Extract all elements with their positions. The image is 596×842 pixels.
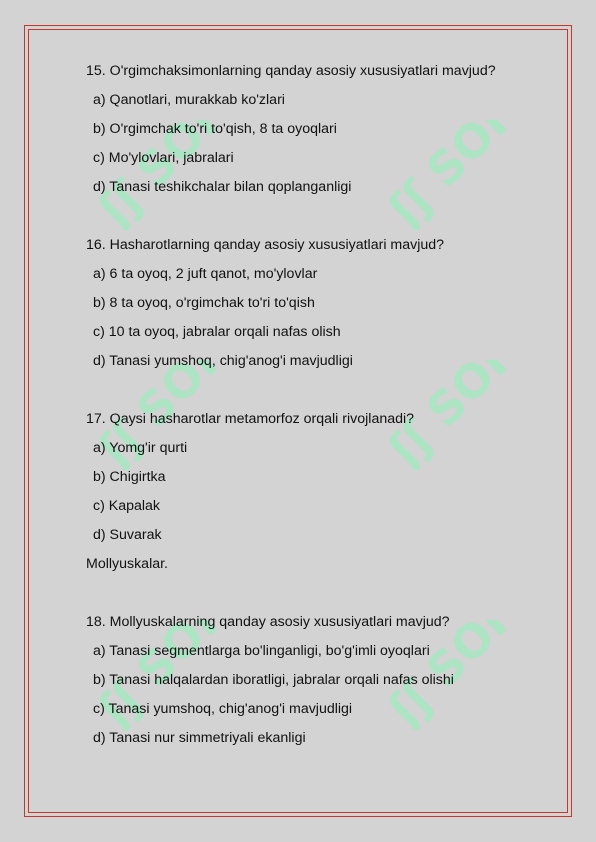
- section-heading: Mollyuskalar.: [86, 556, 169, 572]
- svg-text:ʃʃ SOFF: ʃʃ SOFF: [377, 120, 520, 230]
- option-17-b: b) Chigirtka: [93, 469, 166, 485]
- option-16-a: a) 6 ta oyoq, 2 juft qanot, mo'ylovlar: [93, 266, 318, 282]
- option-17-c: c) Kapalak: [93, 498, 161, 514]
- option-17-d: d) Suvarak: [93, 527, 162, 543]
- question-16: 16. Hasharotlarning qanday asosiy xususiyatlari mavjud?: [86, 237, 445, 253]
- svg-text:ʃʃ SOFF: ʃʃ SOFF: [87, 360, 230, 470]
- question-18: 18. Mollyuskalarning qanday asosiy xususiyatlari mavjud?: [86, 614, 450, 630]
- option-16-b: b) 8 ta oyoq, o'rgimchak to'ri to'qish: [93, 295, 315, 311]
- svg-text:ʃʃ SOFF: ʃʃ SOFF: [377, 620, 520, 730]
- question-15: 15. O'rgimchaksimonlarning qanday asosiy xususiyatlari mavjud?: [86, 63, 496, 79]
- question-17: 17. Qaysi hasharotlar metamorfoz orqali rivojlanadi?: [86, 411, 415, 427]
- option-15-c: c) Mo'ylovlari, jabralari: [93, 150, 234, 166]
- svg-text:ʃʃ SOFF: ʃʃ SOFF: [87, 120, 230, 230]
- blank-line: [86, 376, 546, 405]
- option-15-d: d) Tanasi teshikchalar bilan qoplanganligi: [93, 179, 352, 195]
- option-18-c: c) Tanasi yumshoq, chig'anog'i mavjudligi: [93, 701, 353, 717]
- document-body: [86, 57, 546, 753]
- option-18-a: a) Tanasi segmentlarga bo'linganligi, bo'g'imli oyoqlari: [93, 643, 430, 659]
- blank-line: [86, 202, 546, 231]
- blank-line: [86, 579, 546, 608]
- option-18-b: b) Tanasi halqalardan iboratligi, jabralar orqali nafas olishi: [93, 672, 454, 688]
- option-16-d: d) Tanasi yumshoq, chig'anog'i mavjudligi: [93, 353, 353, 369]
- option-18-d: d) Tanasi nur simmetriyali ekanligi: [93, 730, 306, 746]
- svg-text:ʃʃ SOFF: ʃʃ SOFF: [87, 620, 230, 730]
- option-16-c: c) 10 ta oyoq, jabralar orqali nafas olish: [93, 324, 341, 340]
- option-15-a: a) Qanotlari, murakkab ko'zlari: [93, 92, 285, 108]
- svg-text:ʃʃ SOFF: ʃʃ SOFF: [377, 360, 520, 470]
- option-15-b: b) O'rgimchak to'ri to'qish, 8 ta oyoqlari: [93, 121, 337, 137]
- option-17-a: a) Yomg'ir qurti: [93, 440, 188, 456]
